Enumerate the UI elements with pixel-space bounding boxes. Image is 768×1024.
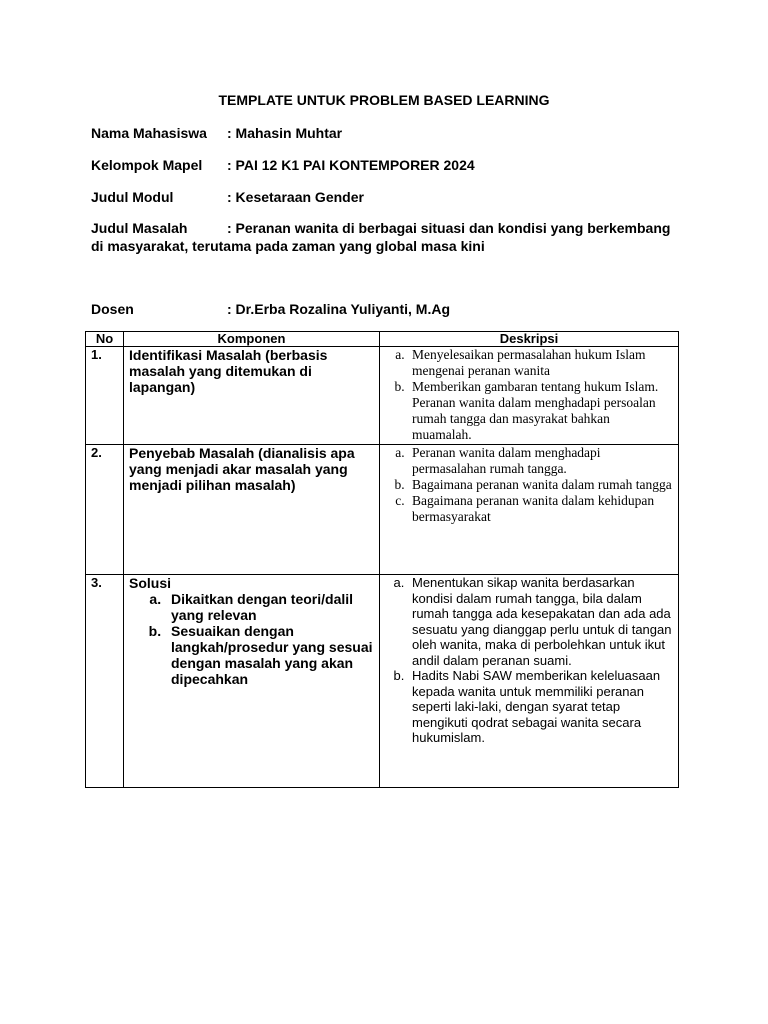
table-row [86,575,679,788]
list-item: b. Memberikan gambaran tentang hukum Islam. Peranan wanita dalam menghadapi persoalan rumah tangga dan masyrakat bahkan muamalah. [408,379,672,443]
field-label: Kelompok Mapel [91,157,203,173]
field-label: Dosen [91,301,134,317]
list-item: a. Menyelesaikan permasalahan hukum Islam mengenai peranan wanita [408,347,672,379]
field-nama-mahasiswa [91,125,342,142]
header-deskripsi: Deskripsi [380,332,679,347]
field-value: : PAI 12 K1 PAI KONTEMPORER 2024 [227,157,475,173]
field-kelompok-mapel [91,157,475,174]
row-deskripsi [380,445,679,575]
row-number: 3. [86,575,124,788]
list-item: a. Menentukan sikap wanita berdasarkan kondisi dalam rumah tangga, bila dalam rumah tangga ada kesepakatan dan ada ada sesuatu yang dianggap perlu untuk di tangan oleh wanita, maka di perbolehkan untuk ikut andil dalam peranan suami. [408,575,672,668]
header-komponen: Komponen [124,332,380,347]
komponen-heading: Solusi [129,575,172,591]
table-row [86,445,679,575]
row-number: 2. [86,445,124,575]
list-item: b. Hadits Nabi SAW memberikan keleluasaan kepada wanita untuk memmiliki peranan seperti laki-laki, dengan syarat tetap mengikuti qodrat sebagai wanita secara hukumislam. [408,668,672,746]
document-title: TEMPLATE UNTUK PROBLEM BASED LEARNING [218,92,550,108]
header-no: No [86,332,124,347]
row-komponen [124,575,380,788]
field-dosen [91,301,450,318]
list-item: a. Dikaitkan dengan teori/dalil yang relevan [165,591,374,623]
list-item: b. Sesuaikan dengan langkah/prosedur yang sesuai dengan masalah yang akan dipecahkan [165,623,374,687]
field-value: : Mahasin Muhtar [227,125,343,141]
table-row [86,347,679,445]
field-label: Judul Modul [91,189,174,205]
row-komponen: Identifikasi Masalah (berbasis masalah yang ditemukan di lapangan) [124,347,380,445]
field-judul-masalah [91,219,681,255]
row-deskripsi [380,575,679,788]
list-item: a. Peranan wanita dalam menghadapi permasalahan rumah tangga. [408,445,672,477]
field-label: Judul Masalah [91,220,188,236]
row-deskripsi [380,347,679,445]
table-header-row [86,332,679,347]
row-komponen: Penyebab Masalah (dianalisis apa yang menjadi akar masalah yang menjadi pilihan masalah) [124,445,380,575]
list-item: c. Bagaimana peranan wanita dalam kehidupan bermasyarakat [408,493,672,525]
field-label: Nama Mahasiswa [91,125,207,141]
field-judul-modul [91,189,364,206]
row-number: 1. [86,347,124,445]
field-value: : Dr.Erba Rozalina Yuliyanti, M.Ag [227,301,451,317]
list-item: b. Bagaimana peranan wanita dalam rumah tangga [408,477,672,493]
field-value: : Peranan wanita di berbagai situasi dan kondisi yang berkembang di masyarakat, terutama pada zaman yang global masa kini [91,220,671,254]
pbl-table [85,331,679,788]
field-value: : Kesetaraan Gender [227,189,364,205]
